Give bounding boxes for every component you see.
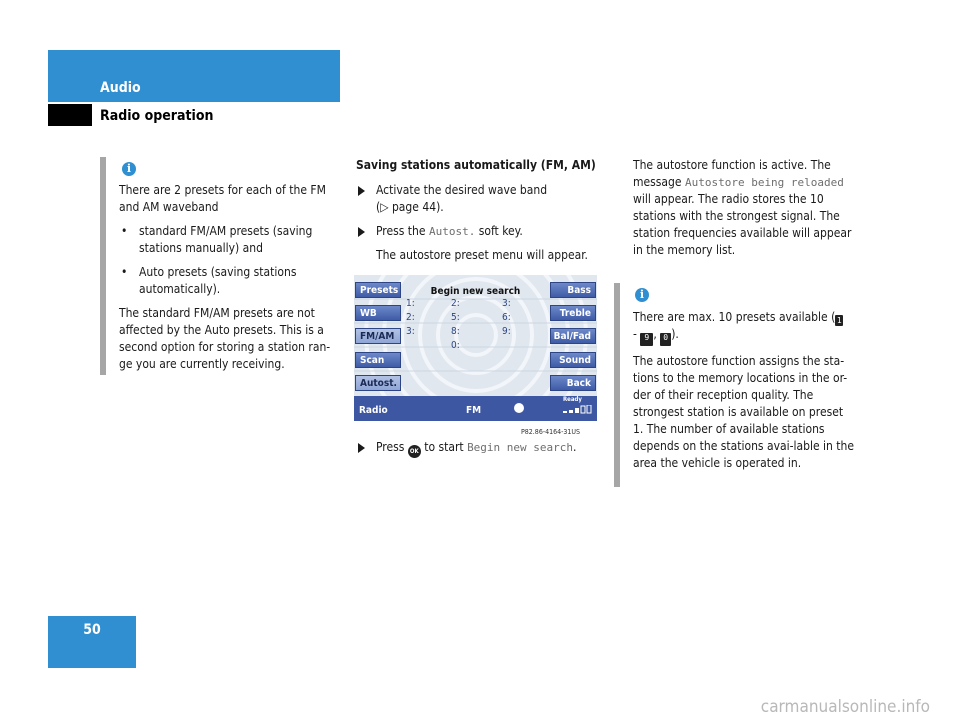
status-source: Radio	[359, 405, 388, 416]
header-band	[48, 50, 340, 102]
instructions-heading: Saving stations automatically (FM, AM)	[356, 158, 596, 172]
body-text: ).	[671, 327, 679, 341]
memory-slot: 2:	[406, 312, 415, 323]
list-item: • standard FM/AM presets (saving stations manually) and	[121, 224, 313, 255]
info-outro: The standard FM/AM presets are not affected by the Auto presets. This is a second option for storing a station ran-ge you are currently receiving.	[119, 306, 331, 371]
info-assignment: The autostore function assigns the sta-tions to the memory locations in the or-der of their reception quality. The strongest station is available on preset 1. The number of available stations depends on the stations avai-lable in the area the vehicle is operated in.	[633, 354, 855, 470]
memory-slot: 8:	[451, 326, 460, 337]
softkey-bass: Bass	[550, 282, 596, 298]
key-9-icon: 9	[640, 333, 653, 346]
info-box-right	[633, 309, 855, 479]
memory-slot: 0:	[451, 340, 460, 351]
step-text: Press the	[376, 224, 429, 238]
softkey-treble: Treble	[550, 305, 596, 321]
screen-status-bar	[354, 396, 597, 421]
step-3-line	[356, 439, 606, 458]
info-presets	[633, 309, 855, 346]
info-bar	[100, 157, 106, 375]
step-3	[356, 439, 606, 458]
display-text: Autostore being reloaded	[684, 176, 844, 189]
body-text: ,	[653, 327, 661, 341]
step-text: to start	[420, 440, 468, 454]
softkey-sound: Sound	[550, 352, 596, 368]
autostore-paragraph	[633, 157, 855, 259]
screen-title: Begin new search	[430, 286, 521, 297]
step-2	[356, 223, 600, 240]
ok-button-icon: OK	[408, 445, 421, 458]
autostore-description	[633, 157, 855, 266]
section-subtitle: Radio operation	[100, 108, 214, 124]
info-icon: i	[122, 162, 136, 176]
status-band: FM	[466, 405, 482, 416]
info-box-left	[119, 182, 341, 380]
signal-strength-icon	[562, 405, 594, 415]
softkey-fm-am: FM/AM	[355, 328, 401, 344]
softkey-scan: Scan	[355, 352, 401, 368]
softkey-presets: Presets	[355, 282, 401, 298]
page-number: 50	[48, 616, 136, 668]
key-1-icon: 1	[836, 316, 842, 325]
info-intro: There are 2 presets for each of the FM and AM waveband	[119, 183, 326, 214]
bullet-text: Auto presets (saving stations automatically).	[139, 265, 297, 296]
header-marker	[48, 104, 92, 126]
memory-slot: 6:	[502, 312, 511, 323]
softkey-back: Back	[550, 375, 596, 391]
step-text: .	[573, 440, 577, 454]
status-ready: Ready	[563, 396, 582, 403]
softkey-autost: Autost.	[355, 375, 401, 391]
key-0-icon: 0	[660, 333, 671, 346]
watermark: carmanualsonline.info	[760, 697, 930, 717]
step-text: soft key.	[475, 224, 523, 238]
step-text: Press	[376, 440, 408, 454]
memory-slot: 2:	[451, 298, 460, 309]
memory-slot: 3:	[406, 326, 415, 337]
info-icon: i	[635, 288, 649, 302]
instructions	[356, 157, 600, 264]
list-item: • Auto presets (saving stations automatically).	[121, 265, 297, 296]
page-reference: (▷ page 44).	[376, 200, 444, 214]
section-title: Audio	[100, 80, 141, 96]
memory-slot: 9:	[502, 326, 511, 337]
info-bar	[614, 283, 620, 487]
arrow-icon	[358, 443, 365, 453]
display-text: Autost.	[428, 225, 476, 238]
arrow-icon	[358, 186, 365, 196]
memory-slot: 1:	[406, 298, 415, 309]
arrow-icon	[358, 227, 365, 237]
memory-slot: 3:	[502, 298, 511, 309]
body-text: -	[633, 327, 641, 341]
softkey-wb: WB	[355, 305, 401, 321]
display-text: Begin new search	[467, 441, 574, 454]
softkey-bal-fad: Bal/Fad	[550, 328, 596, 344]
radio-screen-illustration	[354, 275, 597, 421]
body-text: The autostore function is active. The message	[633, 158, 831, 189]
step-text: Activate the desired wave band	[376, 183, 548, 197]
step-2-result: The autostore preset menu will appear.	[376, 248, 588, 262]
disc-icon	[514, 403, 524, 413]
body-text: will appear. The radio stores the 10 stations with the strongest signal. The station frequencies available will appear in the memory list.	[633, 192, 852, 257]
bullet-text: standard FM/AM presets (saving stations manually) and	[139, 224, 313, 255]
step-1	[356, 182, 600, 216]
memory-slot: 5:	[451, 312, 460, 323]
image-caption: P82.86-4164-31US	[521, 428, 581, 436]
body-text: There are max. 10 presets available (	[633, 310, 836, 324]
